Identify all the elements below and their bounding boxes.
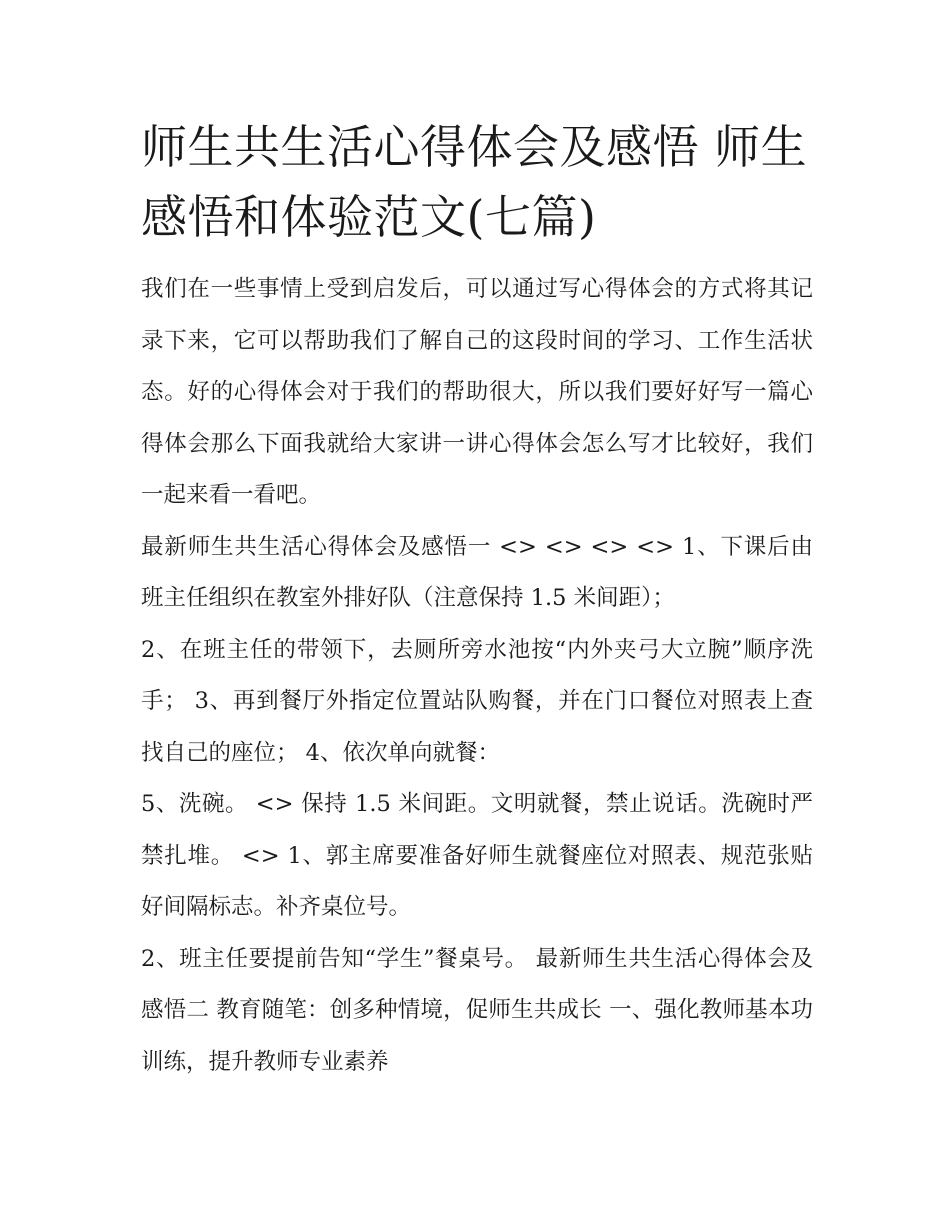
paragraph: 2、班主任要提前告知“学生”餐桌号。 最新师生共生活心得体会及感悟二 教育随笔：创多种情境，促师生共成长 一、强化教师基本功训练，提升教师专业素养 xyxy=(141,945,813,1075)
document-title: 师生共生活心得体会及感悟 师生感悟和体验范文(七篇) xyxy=(141,120,808,244)
paragraph: 5、洗碗。 <> 保持 1.5 米间距。文明就餐，禁止说话。洗碗时严禁扎堆。 <> 1、郭主席要准备好师生就餐座位对照表、规范张贴好间隔标志。补齐桌位号。 xyxy=(141,791,813,920)
paragraph: 2、在班主任的带领下，去厕所旁水池按“内外夹弓大立腕”顺序洗手； 3、再到餐厅外指定位置站队购餐，并在门口餐位对照表上查找自己的座位； 4、依次单向就餐： xyxy=(141,636,813,766)
paragraph-intro: 我们在一些事情上受到启发后，可以通过写心得体会的方式将其记录下来，它可以帮助我们了解自己的这段时间的学习、工作生活状态。好的心得体会对于我们的帮助很大，所以我们要好好写一篇心得体会那么下面我就给大家讲一讲心得体会怎么写才比较好，我们一起来看一看吧。 xyxy=(141,276,813,508)
paragraph: 最新师生共生活心得体会及感悟一 <> <> <> <> 1、下课后由班主任组织在教室外排好队（注意保持 1.5 米间距）； xyxy=(141,533,813,611)
document-page xyxy=(141,112,813,1088)
